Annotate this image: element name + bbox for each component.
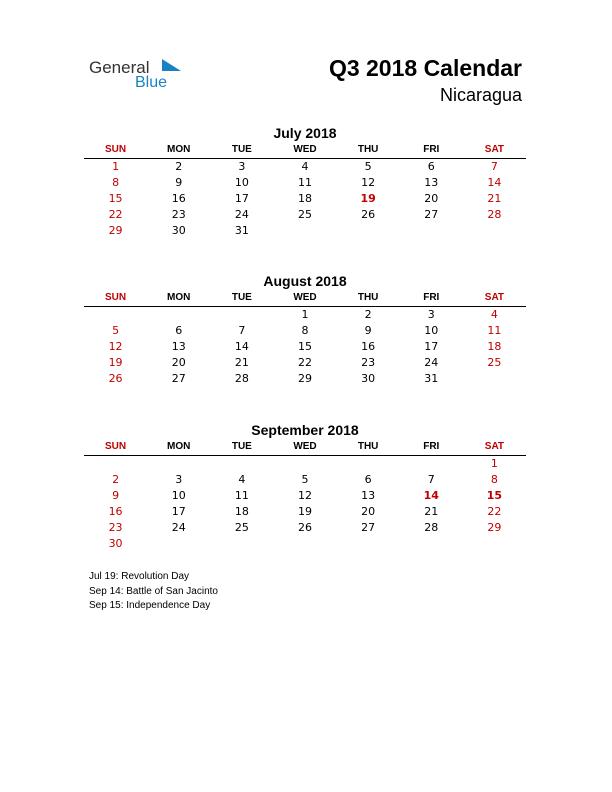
day-cell: 7 xyxy=(490,160,498,173)
day-cell: 20 xyxy=(361,505,376,518)
day-cell: 16 xyxy=(361,340,376,353)
day-cell: 25 xyxy=(297,208,312,221)
day-cell: 17 xyxy=(171,505,186,518)
weekday-label: TUE xyxy=(231,144,252,155)
day-cell: 28 xyxy=(487,208,502,221)
day-cell: 14 xyxy=(234,340,249,353)
day-cell xyxy=(147,536,210,552)
day-cell xyxy=(400,536,463,552)
day-cell: 12 xyxy=(108,340,123,353)
day-cell: 30 xyxy=(108,537,123,550)
day-cell: 23 xyxy=(171,208,186,221)
week-row xyxy=(84,207,526,223)
day-cell: 18 xyxy=(234,505,249,518)
day-cell: 29 xyxy=(297,372,312,385)
weekday-label: FRI xyxy=(423,292,440,303)
day-cell xyxy=(463,223,526,239)
day-cell: 27 xyxy=(361,521,376,534)
weekday-label: THU xyxy=(357,441,379,452)
day-cell: 2 xyxy=(175,160,183,173)
day-cell: 2 xyxy=(112,473,120,486)
day-cell: 11 xyxy=(297,176,312,189)
day-cell xyxy=(337,536,400,552)
day-cell: 20 xyxy=(424,192,439,205)
month-block xyxy=(84,124,526,239)
day-cell: 13 xyxy=(171,340,186,353)
day-cell: 1 xyxy=(301,308,309,321)
weekday-header xyxy=(84,290,526,307)
day-cell: 15 xyxy=(108,192,123,205)
month-title: August 2018 xyxy=(263,273,347,289)
day-cell: 26 xyxy=(108,372,123,385)
day-cell: 11 xyxy=(487,324,502,337)
day-cell: 31 xyxy=(234,224,249,237)
day-cell: 21 xyxy=(424,505,439,518)
day-cell: 9 xyxy=(364,324,372,337)
day-cell: 1 xyxy=(112,160,120,173)
day-cell: 25 xyxy=(487,356,502,369)
day-cell: 13 xyxy=(361,489,376,502)
day-cell: 27 xyxy=(171,372,186,385)
day-cell: 18 xyxy=(487,340,502,353)
day-cell: 3 xyxy=(238,160,246,173)
day-cell: 14 xyxy=(487,176,502,189)
page-title: Q3 2018 Calendar xyxy=(328,55,522,81)
weekday-label: TUE xyxy=(231,441,252,452)
day-cell: 25 xyxy=(234,521,249,534)
holiday-note: Sep 15: Independence Day xyxy=(89,600,211,611)
day-cell: 26 xyxy=(361,208,376,221)
day-cell: 8 xyxy=(112,176,120,189)
week-row xyxy=(84,488,526,504)
day-cell: 23 xyxy=(361,356,376,369)
day-cell: 10 xyxy=(424,324,439,337)
logo-flag-icon xyxy=(162,59,181,71)
week-row xyxy=(84,159,526,175)
logo-blue-text: Blue xyxy=(135,74,168,91)
day-cell: 5 xyxy=(301,473,309,486)
week-row xyxy=(84,307,526,323)
day-cell xyxy=(463,371,526,387)
day-cell: 9 xyxy=(112,489,120,502)
day-cell: 22 xyxy=(297,356,312,369)
month-title: July 2018 xyxy=(273,125,337,141)
weekday-label: WED xyxy=(293,292,317,303)
logo-general-text: General xyxy=(89,58,150,77)
day-cell: 15 xyxy=(486,489,503,502)
weekday-header xyxy=(84,439,526,456)
day-cell: 16 xyxy=(108,505,123,518)
day-cell: 6 xyxy=(427,160,435,173)
day-cell: 17 xyxy=(234,192,249,205)
day-cell: 17 xyxy=(424,340,439,353)
weekday-label: WED xyxy=(293,441,317,452)
day-cell: 12 xyxy=(297,489,312,502)
day-cell xyxy=(210,307,273,323)
day-cell xyxy=(210,536,273,552)
day-cell: 6 xyxy=(364,473,372,486)
day-cell: 3 xyxy=(175,473,183,486)
weekday-header xyxy=(84,142,526,159)
month-block xyxy=(84,421,526,552)
day-cell: 22 xyxy=(487,505,502,518)
day-cell: 19 xyxy=(297,505,312,518)
day-cell: 18 xyxy=(297,192,312,205)
holiday-note: Sep 14: Battle of San Jacinto xyxy=(89,585,218,597)
weekday-label: SUN xyxy=(105,292,127,303)
week-row xyxy=(84,504,526,520)
week-row xyxy=(84,520,526,536)
day-cell xyxy=(400,456,463,472)
weekday-label: SAT xyxy=(484,292,505,303)
day-cell: 4 xyxy=(490,308,498,321)
weekday-label: FRI xyxy=(423,144,440,155)
week-row xyxy=(84,371,526,387)
day-cell: 4 xyxy=(301,160,309,173)
day-cell xyxy=(273,223,336,239)
day-cell: 7 xyxy=(238,324,246,337)
day-cell xyxy=(84,307,147,323)
holiday-note: Jul 19: Revolution Day xyxy=(89,571,190,582)
week-row xyxy=(84,472,526,488)
weekday-label: THU xyxy=(357,292,379,303)
day-cell: 20 xyxy=(171,356,186,369)
day-cell: 30 xyxy=(361,372,376,385)
weekday-label: FRI xyxy=(423,441,440,452)
day-cell: 27 xyxy=(424,208,439,221)
day-cell: 10 xyxy=(171,489,186,502)
day-cell: 4 xyxy=(238,473,246,486)
day-cell: 14 xyxy=(423,489,439,502)
day-cell: 3 xyxy=(427,308,435,321)
day-cell: 2 xyxy=(364,308,372,321)
day-cell: 7 xyxy=(427,473,435,486)
day-cell: 8 xyxy=(301,324,309,337)
day-cell: 15 xyxy=(297,340,312,353)
week-row xyxy=(84,323,526,339)
day-cell: 30 xyxy=(171,224,186,237)
generalblue-logo xyxy=(89,56,199,96)
week-row xyxy=(84,339,526,355)
weekday-label: MON xyxy=(167,292,191,303)
day-cell: 19 xyxy=(108,356,123,369)
weekday-label: SAT xyxy=(484,441,505,452)
day-cell xyxy=(273,456,336,472)
day-cell: 29 xyxy=(487,521,502,534)
day-cell: 28 xyxy=(234,372,249,385)
day-cell: 9 xyxy=(175,176,183,189)
day-cell: 31 xyxy=(424,372,439,385)
day-cell: 19 xyxy=(360,192,376,205)
day-cell: 1 xyxy=(490,457,498,470)
weekday-label: THU xyxy=(357,144,379,155)
day-cell: 21 xyxy=(487,192,502,205)
week-row xyxy=(84,191,526,207)
day-cell xyxy=(84,456,147,472)
week-row xyxy=(84,175,526,191)
weekday-label: MON xyxy=(167,144,191,155)
country-subtitle: Nicaragua xyxy=(439,85,522,105)
day-cell xyxy=(463,536,526,552)
month-block xyxy=(84,272,526,387)
day-cell: 16 xyxy=(171,192,186,205)
month-title: September 2018 xyxy=(251,422,359,438)
day-cell: 24 xyxy=(424,356,439,369)
holiday-notes xyxy=(89,570,218,614)
day-cell xyxy=(210,456,273,472)
weekday-label: SUN xyxy=(105,144,127,155)
day-cell xyxy=(147,307,210,323)
day-cell: 13 xyxy=(424,176,439,189)
day-cell: 29 xyxy=(108,224,123,237)
weekday-label: MON xyxy=(167,441,191,452)
weekday-label: WED xyxy=(293,144,317,155)
day-cell: 11 xyxy=(234,489,249,502)
day-cell: 24 xyxy=(171,521,186,534)
day-cell: 12 xyxy=(361,176,376,189)
day-cell: 8 xyxy=(490,473,498,486)
day-cell: 26 xyxy=(297,521,312,534)
day-cell xyxy=(147,456,210,472)
day-cell: 5 xyxy=(364,160,372,173)
week-row xyxy=(84,223,526,239)
day-cell: 10 xyxy=(234,176,249,189)
day-cell xyxy=(400,223,463,239)
day-cell: 23 xyxy=(108,521,123,534)
day-cell: 6 xyxy=(175,324,183,337)
weekday-label: SUN xyxy=(105,441,127,452)
week-row xyxy=(84,355,526,371)
week-row xyxy=(84,536,526,552)
day-cell xyxy=(337,223,400,239)
day-cell: 5 xyxy=(112,324,120,337)
week-row xyxy=(84,456,526,472)
day-cell: 24 xyxy=(234,208,249,221)
day-cell xyxy=(337,456,400,472)
day-cell xyxy=(273,536,336,552)
day-cell: 28 xyxy=(424,521,439,534)
weekday-label: SAT xyxy=(484,144,505,155)
weekday-label: TUE xyxy=(231,292,252,303)
day-cell: 22 xyxy=(108,208,123,221)
day-cell: 21 xyxy=(234,356,249,369)
